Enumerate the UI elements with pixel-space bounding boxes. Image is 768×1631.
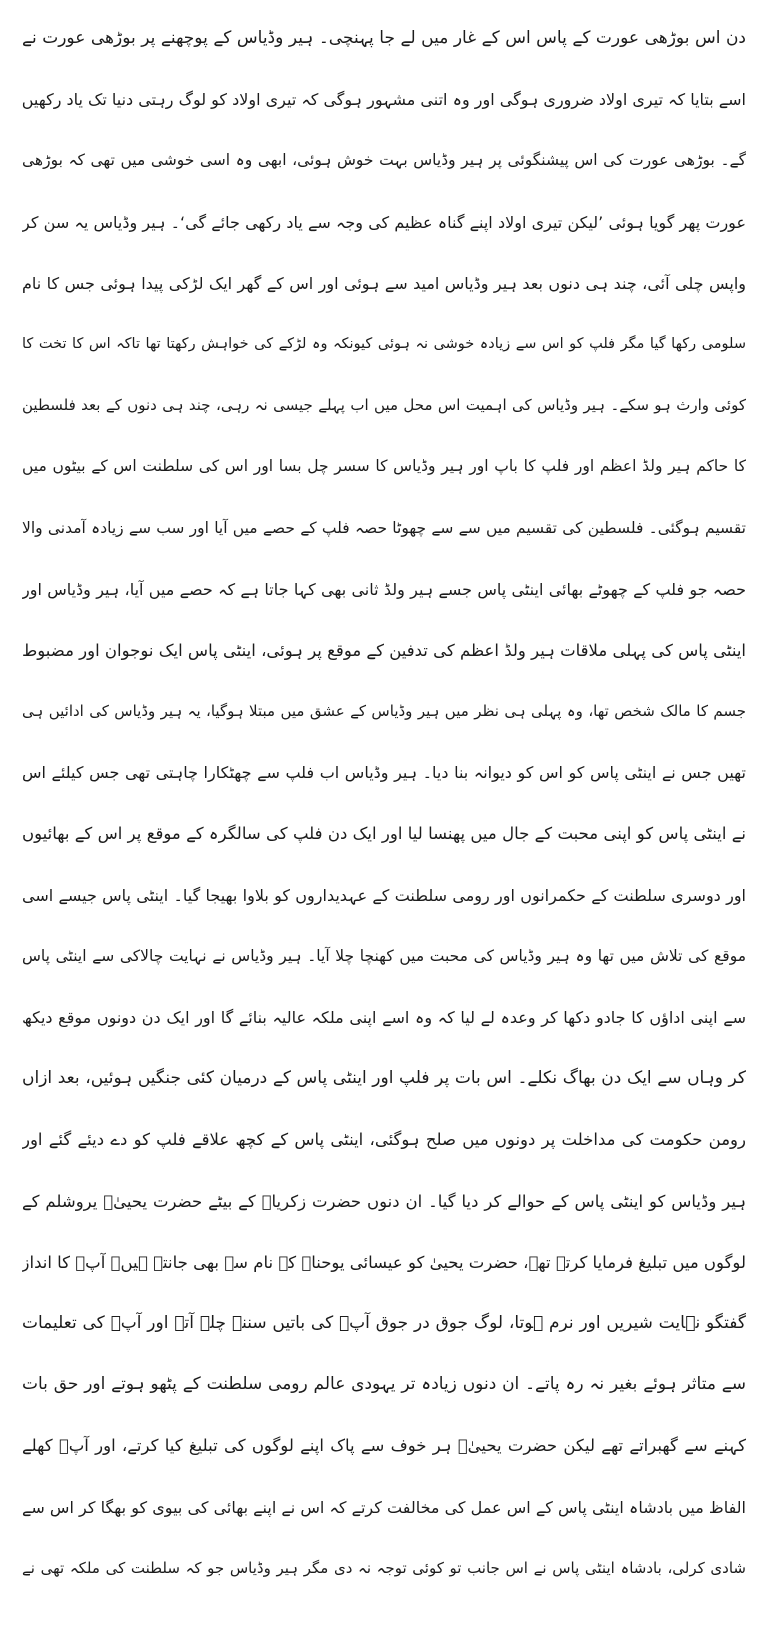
text-line: سلومی رکھا گیا مگر فلپ کو اس سے زیادہ خوشی نہ ہوئی کیونکہ وہ لڑکے کی خواہش رکھتا تھا تاکہ اس کا تخت کا: [22, 335, 746, 352]
text-line: نے اینٹی پاس کو اپنی محبت کے جال میں پھنسا لیا اور ایک دن فلپ کی سالگرہ کے موقع پر اس کے بھائیوں: [22, 824, 746, 844]
text-line: واپس چلی آئی، چند ہی دنوں بعد ہیر وڈیاس امید سے ہوئی اور اس کے گھر ایک لڑکی پیدا ہوئی جس کا نام: [22, 273, 746, 293]
text-line: اور دوسری سلطنت کے حکمرانوں اور رومی سلطنت کے عہدیداروں کو بلاوا بھیجا گیا۔ اینٹی پاس جیسے اسی: [22, 885, 746, 905]
text-line: شادی کرلی، بادشاہ اینٹی پاس نے اس جانب تو کوئی توجہ نہ دی مگر ہیر وڈیاس جو کہ سلطنت کی ملکہ تھی نے: [22, 1558, 746, 1577]
text-line: تھیں جس نے اینٹی پاس کو اس کو دیوانہ بنا دیا۔ ہیر وڈیاس اب فلپ سے چھٹکارا چاہتی تھی جس کیلئے اس: [22, 763, 746, 783]
text-line: سے اپنی اداؤں کا جادو دکھا کر وعدہ لے لیا کہ وہ اسے اپنی ملکہ عالیہ بنائے گا اور ایک دن دونوں موقع دیکھ: [22, 1008, 746, 1027]
text-line: ہیر وڈیاس کو اینٹی پاس کے حوالے کر دیا گیا۔ ان دنوں حضرت زکریاؑ کے بیٹے حضرت یحییٰؑ یروشلم کے: [22, 1191, 746, 1211]
text-line: تقسیم ہوگئی۔ فلسطین کی تقسیم میں سے سے چھوٹا حصہ فلپ کے حصے میں آیا اور سب سے زیادہ آمدنی والا: [22, 518, 746, 537]
text-line: سے متاثر ہوئے بغیر نہ رہ پاتے۔ ان دنوں زیادہ تر یہودی عالم رومی سلطنت کے پٹھو ہوتے اور حق بات: [22, 1374, 746, 1395]
text-line: عورت پھر گویا ہوئی ’لیکن تیری اولاد اپنے گناہ عظیم کی وجہ سے یاد رکھی جائے گی‘۔ ہیر وڈیاس یہ سن کر: [22, 212, 746, 232]
text-line: موقع کی تلاش میں تھا وہ ہیر وڈیاس کی محبت میں کھنچا چلا آیا۔ ہیر وڈیاس نے نہایت چالاکی سے اینٹی پاس: [22, 946, 746, 965]
text-line: اینٹی پاس کی پہلی ملاقات ہیر ولڈ اعظم کی تدفین کے موقع پر ہوئی، اینٹی پاس ایک نوجوان اور مضبوط: [22, 640, 746, 660]
text-line: الفاظ میں بادشاہ اینٹی پاس کے اس عمل کی مخالفت کرتے کہ اس نے اپنے بھائی کی بیوی کو بھگا کر اس سے: [22, 1497, 746, 1517]
text-line: اسے بتایا کہ تیری اولاد ضروری ہوگی اور وہ اتنی مشہور ہوگی کہ تیری اولاد کو لوگ رہتی دنیا تک یاد رکھیں: [22, 90, 746, 110]
text-line: جسم کا مالک شخص تھا، وہ پہلی ہی نظر میں ہیر وڈیاس کے عشق میں مبتلا ہوگیا، یہ ہیر وڈیاس کی ادائیں ہی: [22, 702, 746, 721]
text-line: رومن حکومت کی مداخلت پر دونوں میں صلح ہوگئی، اینٹی پاس کے کچھ علاقے فلپ کو دے دیئے گئے اور: [22, 1130, 746, 1150]
text-line: کہنے سے گھبراتے تھے لیکن حضرت یحییٰؑ ہر خوف سے پاک اپنے لوگوں کی تبلیغ کیا کرتے، اور آپؑ کھلے: [22, 1436, 746, 1456]
text-line: کا حاکم ہیر ولڈ اعظم اور فلپ کا باپ اور ہیر وڈیاس کا سسر چل بسا اور اس کی سلطنت اس کے بیٹوں میں: [22, 457, 746, 476]
text-line: گفتگو نہایت شیریں اور نرم ہوتا، لوگ جوق در جوق آپؑ کی باتیں سننے چلے آتے اور آپؑ کی تعلیمات: [22, 1312, 746, 1333]
text-line: کوئی وارث ہو سکے۔ ہیر وڈیاس کی اہمیت اس محل میں اب پہلے جیسی نہ رہی، چند ہی دنوں کے بعد فلسطین: [22, 396, 746, 415]
text-line: کر وہاں سے ایک دن بھاگ نکلے۔ اس بات پر فلپ اور اینٹی پاس کے درمیان کئی جنگیں ہوئیں، بعد ازاں: [22, 1068, 746, 1089]
text-line: حصہ جو فلپ کے چھوٹے بھائی اینٹی پاس جسے ہیر ولڈ ثانی بھی کہا جاتا ہے کہ حصے میں آیا، ہیر وڈیاس اور: [22, 579, 746, 599]
text-line: لوگوں میں تبلیغ فرمایا کرتے تھے، حضرت یحییٰ کو عیسائی یوحناؑ کے نام سے بھی جانتے ہیں۔ آپؑ کا انداز: [22, 1252, 746, 1272]
article-body: [22, 8, 746, 1599]
text-line: گے۔ بوڑھی عورت کی اس پیشنگوئی پر ہیر وڈیاس بہت خوش ہوئی، ابھی وہ اسی خوشی میں تھی کہ بوڑھی: [22, 151, 746, 170]
text-line: دن اس بوڑھی عورت کے پاس اس کے غار میں لے جا پہنچی۔ ہیر وڈیاس کے پوچھنے پر بوڑھی عورت نے: [22, 28, 746, 48]
